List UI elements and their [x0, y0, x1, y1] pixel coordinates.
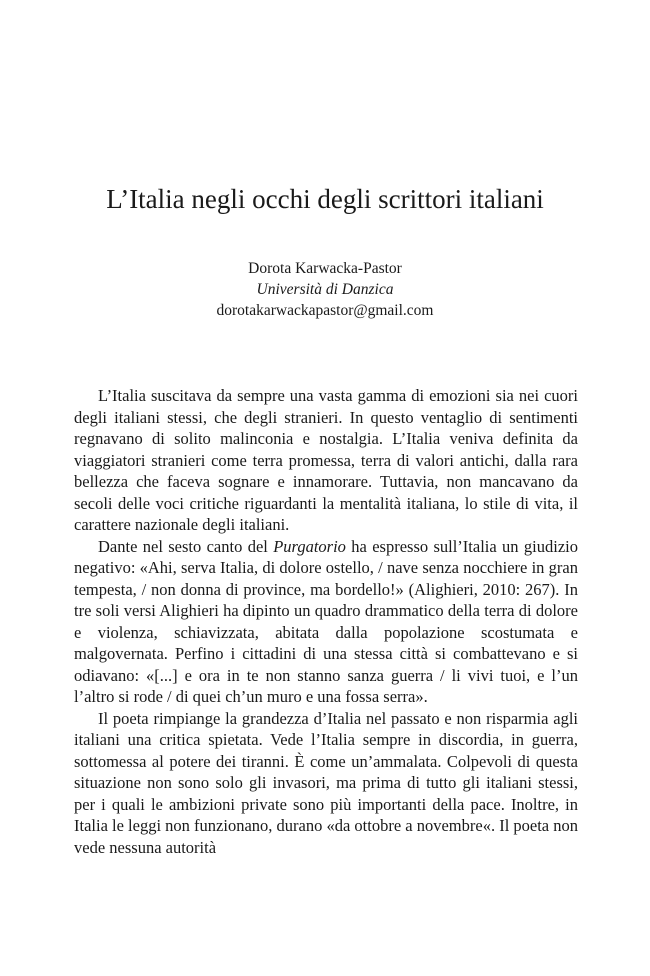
- paragraph-1: L’Italia suscitava da sempre una vasta gamma di emozioni sia nei cuori degli italiani stessi, che degli stranieri. In questo ventaglio di sentimenti regnavano di solito malinconia e nostalgia. L’Italia veniva definita da viaggiatori stranieri come terra promessa, terra di valori antichi, dalla rara bellezza che faceva sognare e innamorare. Tuttavia, non mancavano da secoli delle voci critiche riguardanti la mentalità italiana, lo stile di vita, il carattere nazionale degli italiani.: [74, 386, 578, 534]
- paragraph-3: Il poeta rimpiange la grandezza d’Italia nel passato e non risparmia agli italiani una critica spietata. Vede l’Italia sempre in discordia, in guerra, sottomessa al potere dei tiranni. È come un’ammalata. Colpevoli di questa situazione non sono solo gli invasori, ma prima di tutto gli italiani stessi, per i quali le ambizioni private sono più importanti della pace. Inoltre, in Italia le leggi non funzionano, durano «da ottobre a novembre«. Il poeta non vede nessuna autorità: [74, 708, 579, 857]
- paragraph-2-rest: ha espresso sull’Italia un giudizio negativo: «Ahi, serva Italia, di dolore ostello, / nave senza nocchiere in gran tempesta, / non donna di province, ma bordello!» (Alighieri, 2010: 267). In tre soli versi Alighieri ha dipinto un quadro drammatico della terra di dolore e violenza, schiavizzata, abitata dalla popolazione scostumata e malgovernata. Perfino i cittadini di una stessa città si combattevano e si odiavano: «[...] e ora in te non stanno sanza guerra / li vivi tuoi, e l’un l’altro si rode / di quei ch’un muro e una fossa serra».: [74, 536, 578, 706]
- author-affiliation: Università di Danzica: [256, 281, 394, 298]
- work-title-purgatorio: Purgatorio: [273, 536, 346, 556]
- author-email: dorotakarwackapastor@gmail.com: [216, 302, 434, 319]
- article-body: [74, 385, 578, 858]
- paragraph-2: [74, 536, 578, 708]
- author-block: [0, 258, 650, 321]
- author-name: Dorota Karwacka-Pastor: [248, 260, 402, 277]
- paragraph-2-start: Dante nel sesto canto del: [98, 536, 274, 556]
- article-title: L’Italia negli occhi degli scrittori italiani: [106, 184, 544, 214]
